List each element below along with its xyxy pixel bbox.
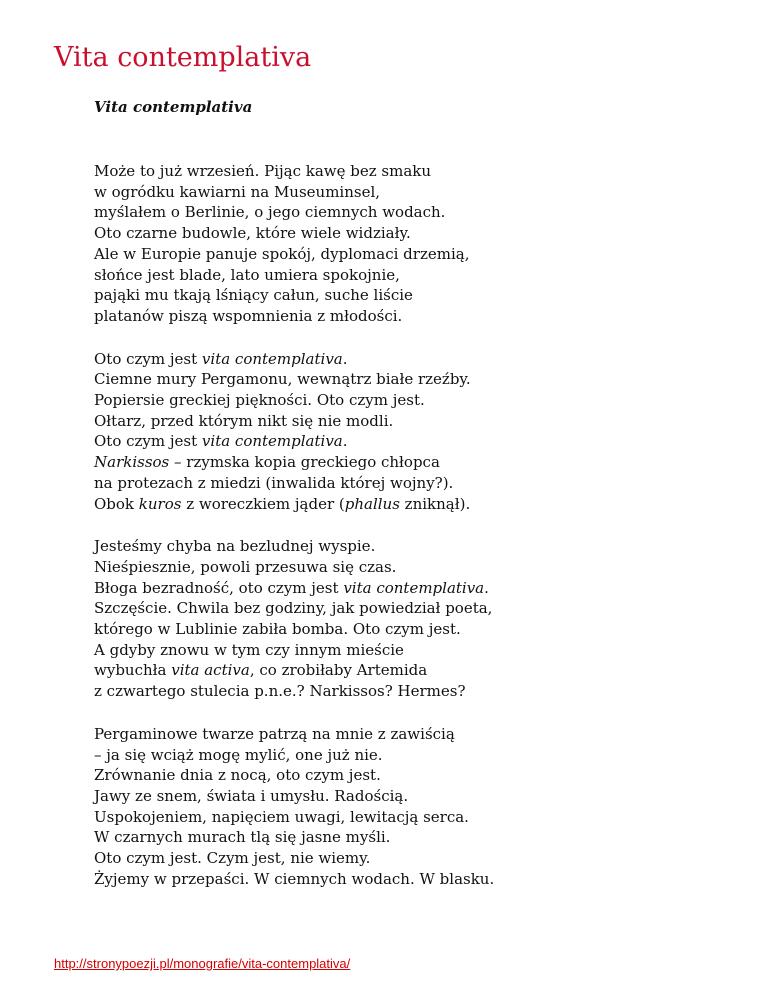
poem-line: [94, 473, 734, 494]
text-segment: Oto czym jest: [94, 349, 202, 368]
text-segment: – ja się wciąż mogę mylić, one już nie.: [94, 745, 383, 764]
text-segment: słońce jest blade, lato umiera spokojnie,: [94, 265, 400, 284]
poem-line: [94, 848, 734, 869]
italic-text: vita contemplativa: [343, 578, 485, 597]
text-segment: .: [342, 349, 348, 368]
text-segment: Nieśpiesznie, powoli przesuwa się czas.: [94, 557, 397, 576]
text-segment: Jesteśmy chyba na bezludnej wyspie.: [94, 537, 376, 556]
text-segment: – rzymska kopia greckiego chłopca: [169, 453, 440, 472]
text-segment: Błoga bezradność, oto czym jest: [94, 578, 344, 597]
poem-line: [94, 660, 734, 681]
italic-text: kuros: [138, 494, 182, 513]
poem-line: [94, 452, 734, 473]
text-segment: pająki mu tkają lśniący całun, suche liście: [94, 286, 413, 305]
text-segment: Popiersie greckiej piękności. Oto czym jest.: [94, 391, 425, 410]
poem-stanza: [94, 536, 734, 702]
italic-text: vita activa: [171, 661, 250, 680]
poem-line: [94, 745, 734, 766]
poem-line: [94, 640, 734, 661]
poem-line: [94, 536, 734, 557]
poem-line: [94, 265, 734, 286]
text-segment: Uspokojeniem, napięciem uwagi, lewitacją serca.: [94, 807, 469, 826]
poem-line: [94, 765, 734, 786]
poem-line: [94, 598, 734, 619]
poem-line: [94, 681, 734, 702]
text-segment: Może to już wrzesień. Pijąc kawę bez smaku: [94, 162, 432, 180]
text-segment: w ogródku kawiarni na Museuminsel,: [94, 182, 381, 201]
text-segment: Żyjemy w przepaści. W ciemnych wodach. W blasku.: [94, 869, 495, 888]
text-segment: Obok: [94, 494, 139, 513]
text-segment: myślałem o Berlinie, o jego ciemnych wodach.: [94, 203, 446, 222]
poem-line: [94, 182, 734, 203]
text-segment: platanów piszą wspomnienia z młodości.: [94, 306, 403, 325]
poem-line: [94, 369, 734, 390]
text-segment: .: [342, 432, 348, 451]
text-segment: Pergaminowe twarze patrzą na mnie z zawiścią: [94, 724, 455, 743]
poem-line: [94, 786, 734, 807]
source-link[interactable]: http://stronypoezji.pl/monografie/vita-contemplativa/: [54, 956, 351, 971]
poem-line: [94, 223, 734, 244]
poem-line: [94, 431, 734, 452]
poem-stanzas: [94, 161, 734, 890]
text-segment: Oto czarne budowle, które wiele widziały.: [94, 224, 411, 243]
italic-text: Narkissos: [94, 453, 170, 472]
text-segment: Jawy ze snem, świata i umysłu. Radością.: [94, 786, 409, 805]
text-segment: , co zrobiłaby Artemida: [249, 661, 428, 680]
text-segment: A gdyby znowu w tym czy innym mieście: [94, 640, 404, 659]
text-segment: Zrównanie dnia z nocą, oto czym jest.: [94, 766, 381, 785]
poem-line: [94, 724, 734, 745]
italic-text: vita contemplativa: [201, 432, 343, 451]
italic-text: phallus: [344, 494, 400, 513]
poem-line: [94, 306, 734, 327]
text-segment: Szczęście. Chwila bez godziny, jak powiedział poeta,: [94, 599, 493, 618]
poem-title: Vita contemplativa: [94, 98, 253, 116]
poem-line: [94, 807, 734, 828]
text-segment: na protezach z miedzi (inwalida której wojny?).: [94, 473, 454, 492]
poem-line: [94, 578, 734, 599]
text-segment: zniknął).: [399, 494, 471, 513]
text-segment: z woreczkiem jąder (: [181, 494, 345, 513]
poem-line: [94, 494, 734, 515]
text-segment: z czwartego stulecia p.n.e.? Narkissos? Hermes?: [94, 682, 466, 701]
poem-stanza: [94, 724, 734, 890]
poem-line: [94, 411, 734, 432]
poem-line: [94, 349, 734, 370]
text-segment: Ołtarz, przed którym nikt się nie modli.: [94, 411, 394, 430]
poem-line: [94, 285, 734, 306]
page-title: Vita contemplativa: [54, 42, 312, 73]
text-segment: Oto czym jest. Czym jest, nie wiemy.: [94, 849, 371, 868]
poem-line: [94, 161, 734, 182]
poem-stanza: [94, 161, 734, 327]
poem-line: [94, 244, 734, 265]
text-segment: Oto czym jest: [94, 432, 202, 451]
text-segment: Ale w Europie panuje spokój, dyplomaci drzemią,: [94, 244, 470, 263]
poem-line: [94, 619, 734, 640]
text-segment: którego w Lublinie zabiła bomba. Oto czym jest.: [94, 620, 461, 639]
text-segment: wybuchła: [94, 661, 172, 680]
poem-line: [94, 827, 734, 848]
poem-line: [94, 869, 734, 890]
text-segment: W czarnych murach tlą się jasne myśli.: [94, 828, 391, 847]
text-segment: .: [484, 578, 489, 597]
poem-line: [94, 557, 734, 578]
poem: [94, 97, 734, 912]
italic-text: vita contemplativa: [201, 349, 343, 368]
text-segment: Ciemne mury Pergamonu, wewnątrz białe rzeźby.: [94, 370, 471, 389]
poem-line: [94, 390, 734, 411]
poem-line: [94, 202, 734, 223]
poem-stanza: [94, 349, 734, 515]
